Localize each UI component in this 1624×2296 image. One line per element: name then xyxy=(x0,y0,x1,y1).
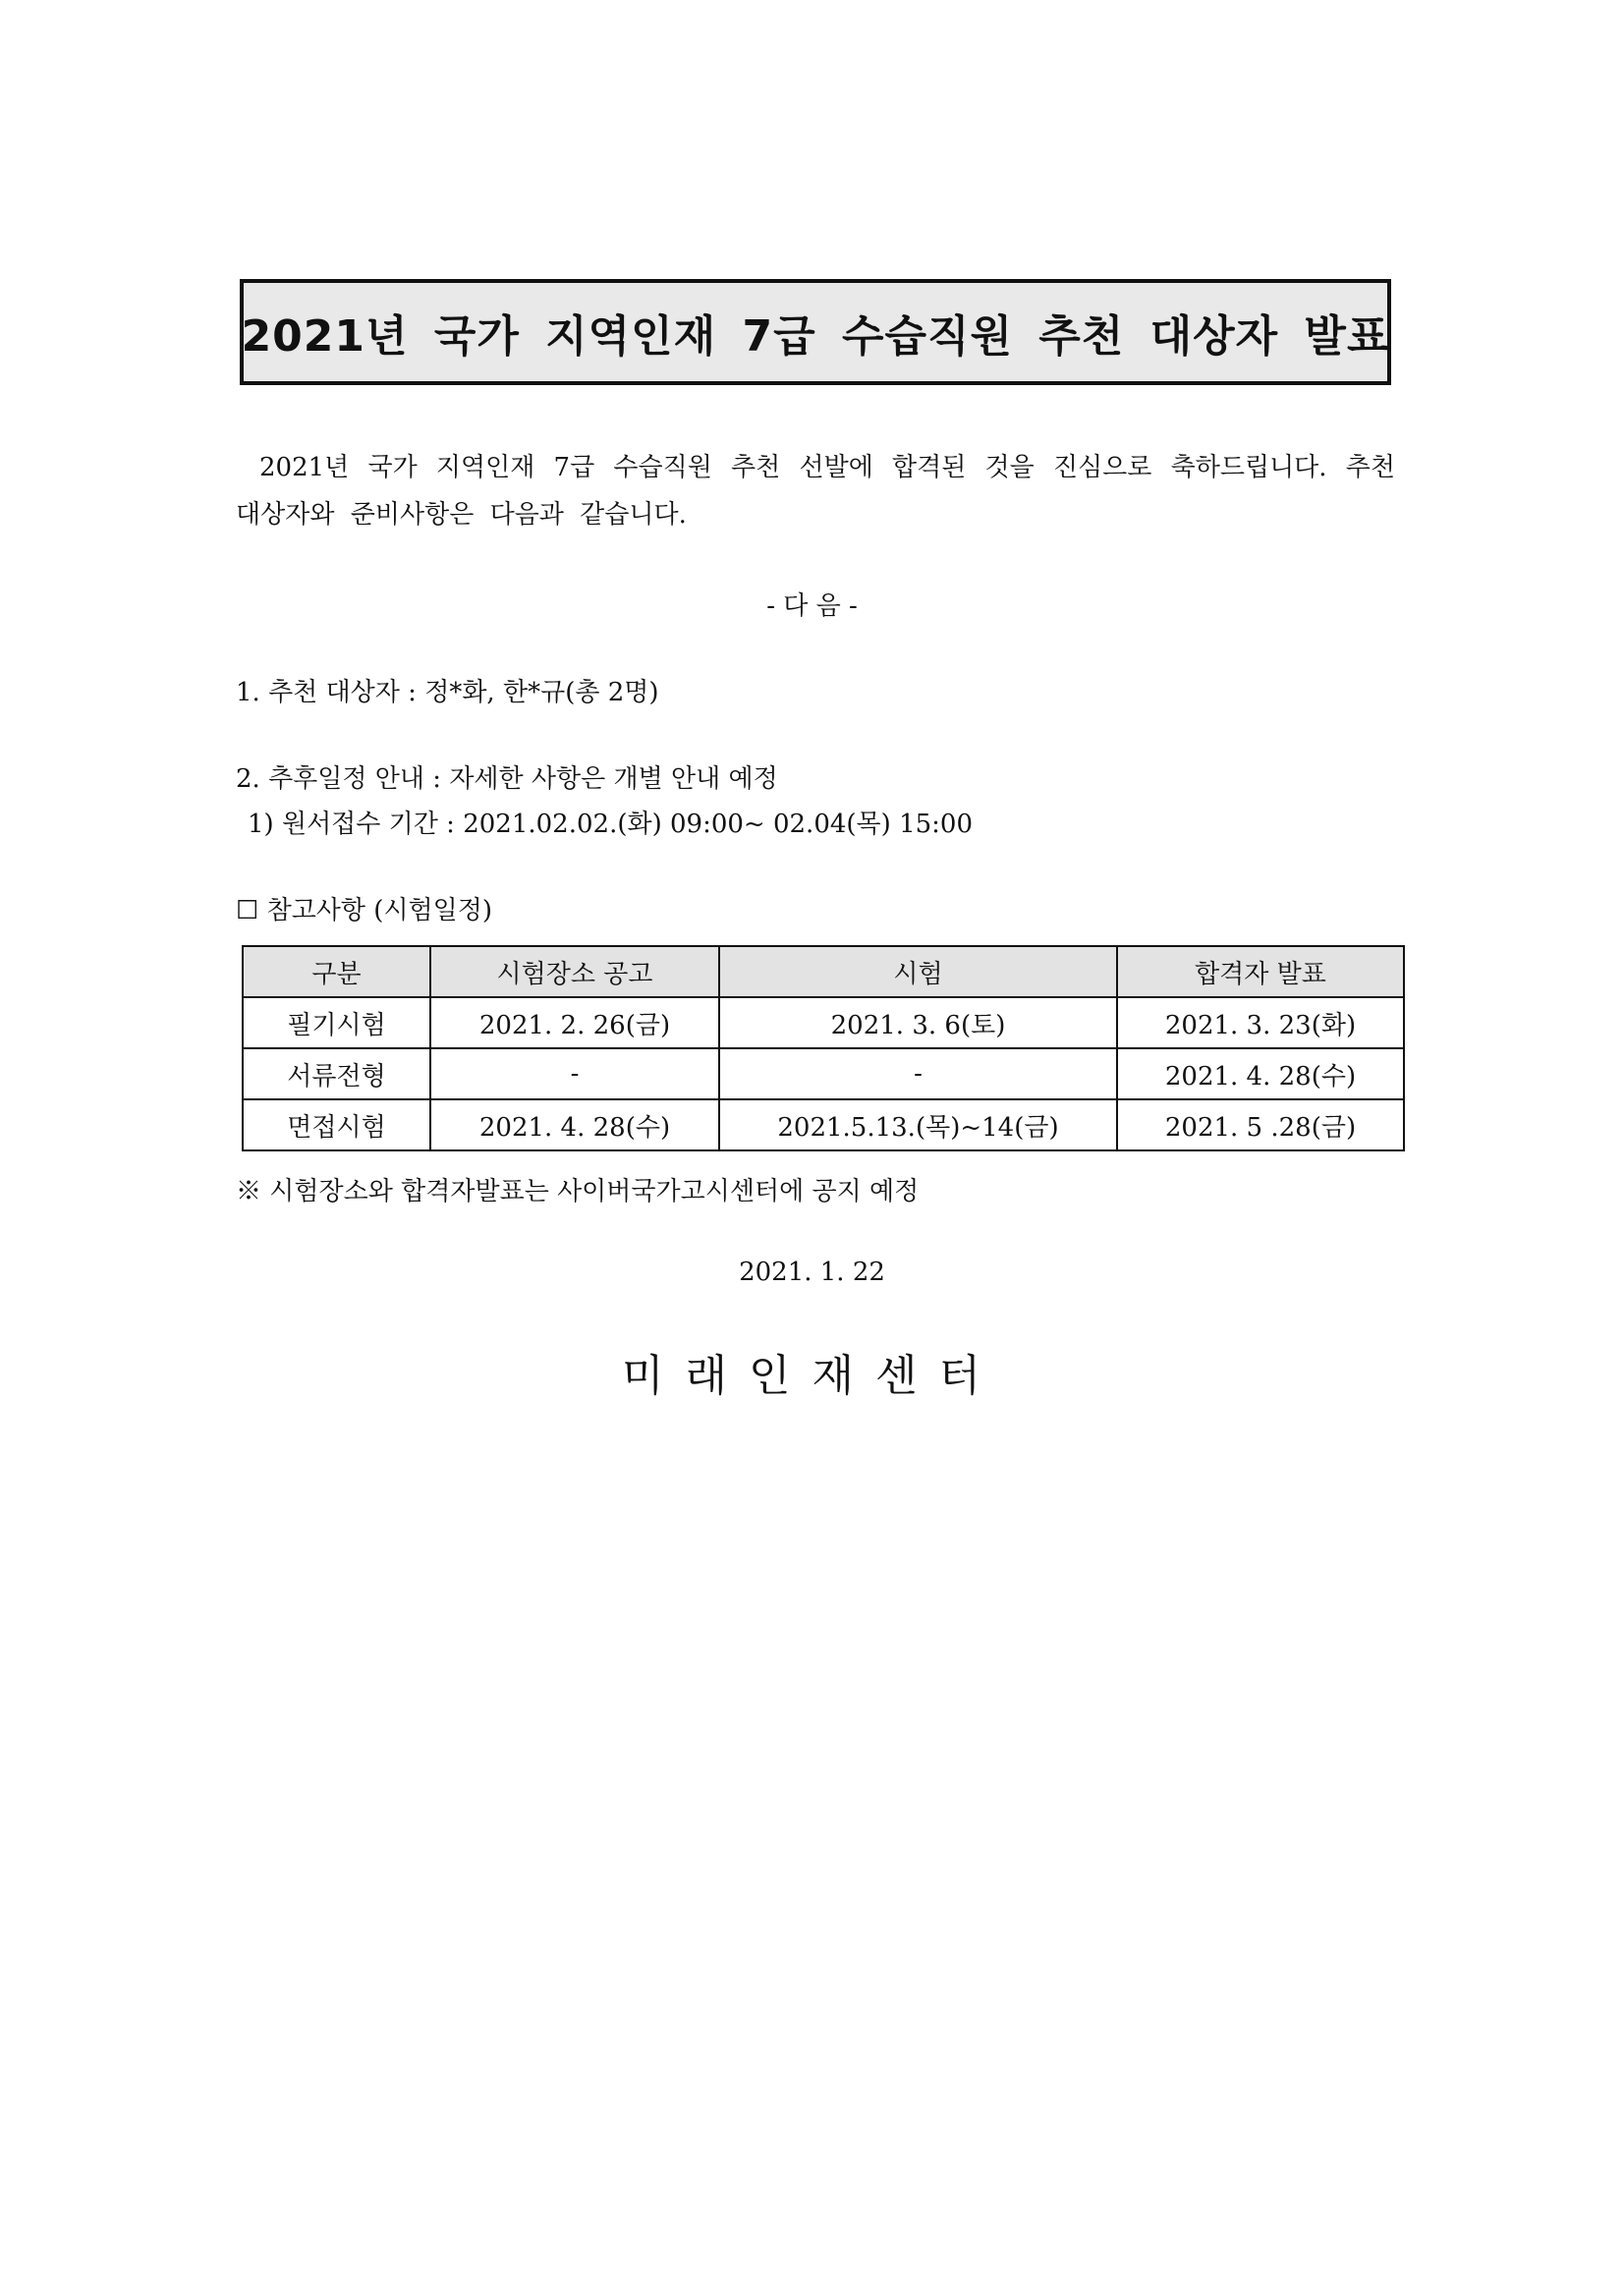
table-cell: 면접시험 xyxy=(243,1099,430,1150)
table-row xyxy=(243,1099,1404,1150)
header-exam: 시험 xyxy=(719,946,1117,997)
table-cell: 2021. 4. 28(수) xyxy=(1117,1048,1404,1099)
intro-paragraph: 2021년 국가 지역인재 7급 수습직원 추천 선발에 합격된 것을 진심으로 축하드립니다. 추천 대상자와 준비사항은 다음과 같습니다. xyxy=(236,453,1395,530)
separator-heading: - 다 음 - xyxy=(766,591,858,621)
table-cell: 필기시험 xyxy=(243,997,430,1048)
footnote: ※ 시험장소와 합격자발표는 사이버국가고시센터에 공지 예정 xyxy=(236,1177,920,1206)
table-cell: 2021. 4. 28(수) xyxy=(430,1099,719,1150)
table-cell: 2021. 5 .28(금) xyxy=(1117,1099,1404,1150)
table-cell: 2021.5.13.(목)~14(금) xyxy=(719,1099,1117,1150)
table-cell: 서류전형 xyxy=(243,1048,430,1099)
table-cell: 2021. 2. 26(금) xyxy=(430,997,719,1048)
table-cell: - xyxy=(430,1048,719,1099)
table-header-row xyxy=(243,946,1404,997)
header-category: 구분 xyxy=(243,946,430,997)
table-cell: 2021. 3. 6(토) xyxy=(719,997,1117,1048)
title-box xyxy=(240,279,1391,385)
reference-heading: ☐ 참고사항 (시험일정) xyxy=(236,896,493,925)
issue-date: 2021. 1. 22 xyxy=(739,1258,885,1287)
exam-schedule-table xyxy=(242,945,1405,1151)
header-venue-notice: 시험장소 공고 xyxy=(430,946,719,997)
page-title: 2021년 국가 지역인재 7급 수습직원 추천 대상자 발표 xyxy=(241,311,1390,362)
header-result-announcement: 합격자 발표 xyxy=(1117,946,1404,997)
item-schedule-notice: 2. 추후일정 안내 : 자세한 사항은 개별 안내 예정 xyxy=(236,764,778,794)
item-application-period: 1) 원서접수 기간 : 2021.02.02.(화) 09:00~ 02.04(목) 15:00 xyxy=(248,810,974,839)
table-row xyxy=(243,997,1404,1048)
table-row xyxy=(243,1048,1404,1099)
item-recommended-candidates: 1. 추천 대상자 : 정*화, 한*규(총 2명) xyxy=(236,678,659,707)
organization-signature: 미래인재센터 xyxy=(621,1351,1003,1401)
table-cell: 2021. 3. 23(화) xyxy=(1117,997,1404,1048)
table-cell: - xyxy=(719,1048,1117,1099)
